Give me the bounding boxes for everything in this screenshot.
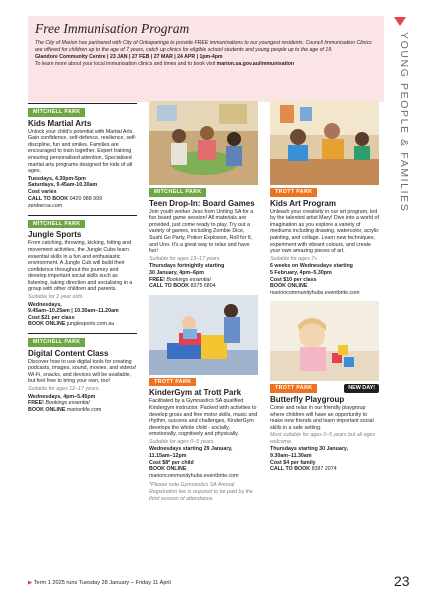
event-booking	[270, 466, 379, 473]
column-1	[28, 103, 137, 418]
event-description: From catching, throwing, kicking, hitting and movement activities, the Jungle Cubs learn essential skills in a fun and enthusiastic environment. A Jungle Cub will build their confidence throughout the journey and develop important social skills such as listening, taking direction and socialising in a group with other children and parents.	[28, 240, 133, 293]
event-description: Join youth worker Jess from Uniting SA for a fun board game session! All materials are provided, just come ready to play. Try out a variety of games, including Zombie Dice, Sushi Go Party, Potion Explosion, Roll for It, and Uno. It's a great way to relax and have fun!	[149, 208, 254, 255]
event-cost: Cost $10 per class	[270, 276, 317, 283]
event-title: KinderGym at Trott Park	[149, 388, 242, 398]
new-day-badge: NEW DAY!	[344, 384, 379, 393]
event-booking	[149, 283, 258, 290]
event-title: Kids Martial Arts	[28, 118, 92, 128]
location-tag: MITCHELL PARK	[28, 108, 85, 117]
booking-label: CALL TO BOOK	[28, 195, 69, 202]
playgroup-photo	[270, 301, 379, 381]
event-description: Discover how to use digital tools for creating podcasts, images, sound, movies, and videos! Wi-Fi, snacks, and devices will be available, but feel free to bring your own, too!	[28, 358, 137, 385]
banner-sessions: Glandore Community Centre | 23 JAN | 27 FEB | 27 MAR | 24 APR | 1pm-4pm	[35, 54, 223, 61]
divider	[28, 103, 137, 104]
event-time: Tuesdays, 4.30pm-5pm	[28, 175, 86, 182]
banner-link[interactable]: marion.sa.gov.au/immunisation	[216, 60, 295, 67]
event-suitability: Suitable for ages 13–17 years.	[149, 255, 221, 262]
free-label: FREE!	[28, 400, 44, 407]
free-note: Bookings essential	[45, 400, 90, 407]
child-playing-image	[270, 301, 379, 381]
booking-label: CALL TO BOOK	[270, 466, 311, 473]
kindergym-photo	[149, 295, 258, 375]
booking-link[interactable]: marioncommunityhubs.eventbrite.com	[270, 289, 360, 296]
event-teen-board-games	[149, 188, 258, 290]
booking-label: BOOK ONLINE	[270, 283, 308, 290]
location-tag: MITCHELL PARK	[28, 338, 85, 347]
location-tag: MITCHELL PARK	[149, 188, 206, 197]
booking-link[interactable]: marionlife.com	[66, 406, 102, 413]
event-suitability: Most suitable for ages 0–5 years but all ages welcome.	[270, 432, 376, 445]
event-free	[149, 277, 258, 284]
event-time: 6 weeks on Wednesdays starting	[270, 263, 353, 270]
banner-more-text: To learn more about your local immunisation clinics and times and to book visit	[35, 60, 217, 67]
booking-label: BOOK ONLINE	[28, 321, 66, 328]
event-time-2: 5 February, 4pm–5.30pm	[270, 269, 332, 276]
banner-title: Free Immunisation Program	[35, 21, 190, 36]
booking-link[interactable]: junglesports.com.au	[66, 321, 115, 328]
event-title: Jungle Sports	[28, 230, 82, 240]
event-booking	[28, 321, 137, 328]
event-booking	[28, 196, 137, 203]
board-games-photo	[149, 101, 258, 185]
event-kids-martial-arts	[28, 103, 137, 210]
event-website[interactable]: zenbecsa.com	[28, 203, 63, 210]
event-cost: Cost $21 per class	[28, 314, 75, 321]
event-time-2: 11.15am–12pm	[149, 453, 187, 460]
column-2	[149, 101, 258, 507]
location-tag: TROTT PARK	[270, 384, 317, 393]
arrow-right-icon: ▶	[28, 580, 33, 586]
location-tag: TROTT PARK	[270, 188, 317, 197]
event-description: Unleash your creativity in our art program, led by the talented artist Mary! Dive into a world of imagination as you explore a variety of mediums including drawing, watercolor, acrylic painting, and collage. Learn new techniques, experiment with vibrant colours, and create your own amazing pieces of art.	[270, 208, 379, 255]
event-time: Thursdays fortnightly starting	[149, 263, 225, 270]
event-kindergym	[149, 378, 258, 503]
event-title: Teen Drop-In: Board Games	[149, 198, 255, 208]
event-description: Facilitated by a Gymnastics SA qualified Kindergym instructor. Packed with activities to develop gross and fine motor skills, music and rhythm, success and challenges, KinderGym develops the whole child - socially, emotionally, cognitively and physically.	[149, 398, 258, 438]
event-title: Kids Art Program	[270, 198, 336, 208]
term-footer	[28, 580, 171, 586]
event-booking	[28, 407, 137, 414]
event-time: Thursdays starting 30 January,	[270, 446, 348, 453]
event-title: Butterfly Playgroup	[270, 394, 345, 404]
booking-phone[interactable]: 0420 988 999	[69, 195, 103, 202]
event-description: Come and relax in our friendly playgroup where children will have an opportunity to make new friends and learn important social skills in a safe setting.	[270, 404, 374, 431]
gym-image	[149, 295, 258, 375]
art-program-photo	[270, 101, 379, 185]
section-label: YOUNG PEOPLE & FAMILIES	[398, 32, 410, 213]
banner-more	[35, 61, 377, 68]
booking-label: BOOK ONLINE	[149, 466, 187, 473]
event-title: Digital Content Class	[28, 348, 109, 358]
booking-label: CALL TO BOOK	[149, 283, 190, 290]
term-dates: Term 1 2025 runs Tuesday 28 January – Friday 11 April	[33, 580, 171, 586]
divider	[28, 333, 137, 334]
column-3	[270, 101, 379, 478]
immunisation-banner	[28, 16, 384, 102]
event-jungle-sports	[28, 215, 137, 328]
event-time: Wednesdays, 4pm–5.45pm	[28, 393, 96, 400]
booking-phone[interactable]: 8375 6804	[190, 283, 216, 290]
event-butterfly-playgroup	[270, 384, 379, 473]
event-time-2: 30 January, 4pm–6pm	[149, 269, 204, 276]
page-number: 23	[394, 573, 410, 589]
event-time-2: 9.45am–10.25am | 10.30am–11.20am	[28, 308, 119, 315]
event-footnote: *Please note Gymnastics SA Annual Registration fee is required to be paid by the third session of attendance.	[149, 482, 253, 502]
event-suitability: Suitable for 2 year olds.	[28, 294, 84, 301]
event-suitability: Suitable for ages 12–17 years.	[28, 386, 100, 392]
event-free	[28, 400, 137, 407]
free-label: FREE!	[149, 276, 165, 283]
event-kids-art	[270, 188, 379, 296]
free-note: Bookings essential	[166, 276, 211, 283]
event-time-2: 9.30am–11.30am	[270, 453, 312, 460]
booking-link[interactable]: marioncommunityhubs.eventbrite.com	[149, 472, 239, 479]
booking-label: BOOK ONLINE	[28, 406, 66, 413]
banner-intro: The City of Marion has partnered with City of Onkaparinga to provide FREE immunisations to our youngest residents. Council Immunisation Clinics are offered for children up to the age of 7 years, catch up clinics for eligible school students and young people up to the age of 19.	[35, 40, 372, 53]
event-suitability: Suitable for ages 0–5 years.	[149, 438, 215, 445]
event-digital-content	[28, 333, 137, 413]
divider	[28, 215, 137, 216]
event-time: Wednesdays,	[28, 301, 62, 308]
event-suitability: Suitable for ages 7+.	[270, 255, 319, 262]
triangle-icon	[394, 17, 406, 26]
event-cost: Cost varies	[28, 188, 57, 195]
booking-phone[interactable]: 8387 2074	[311, 466, 337, 473]
event-description: Unlock your child's potential with Martial Arts. Gain confidence, self-defence, resilience, self-discipline, fun and smiles. Families are encouraged to train together. Expert training ensuring personalised attention. Specialised martial arts programs designed for kids of all ages.	[28, 128, 137, 175]
art-class-image	[270, 101, 379, 185]
location-tag: MITCHELL PARK	[28, 220, 85, 229]
event-cost: Cost $8* per child	[149, 459, 194, 466]
event-time: Wednesdays starting 29 January,	[149, 446, 233, 453]
classroom-image	[149, 101, 258, 185]
location-tag: TROTT PARK	[149, 378, 196, 387]
event-cost: Cost $4 per family	[270, 459, 316, 466]
event-time-2: Saturdays, 9.45am-10.30am	[28, 182, 98, 189]
